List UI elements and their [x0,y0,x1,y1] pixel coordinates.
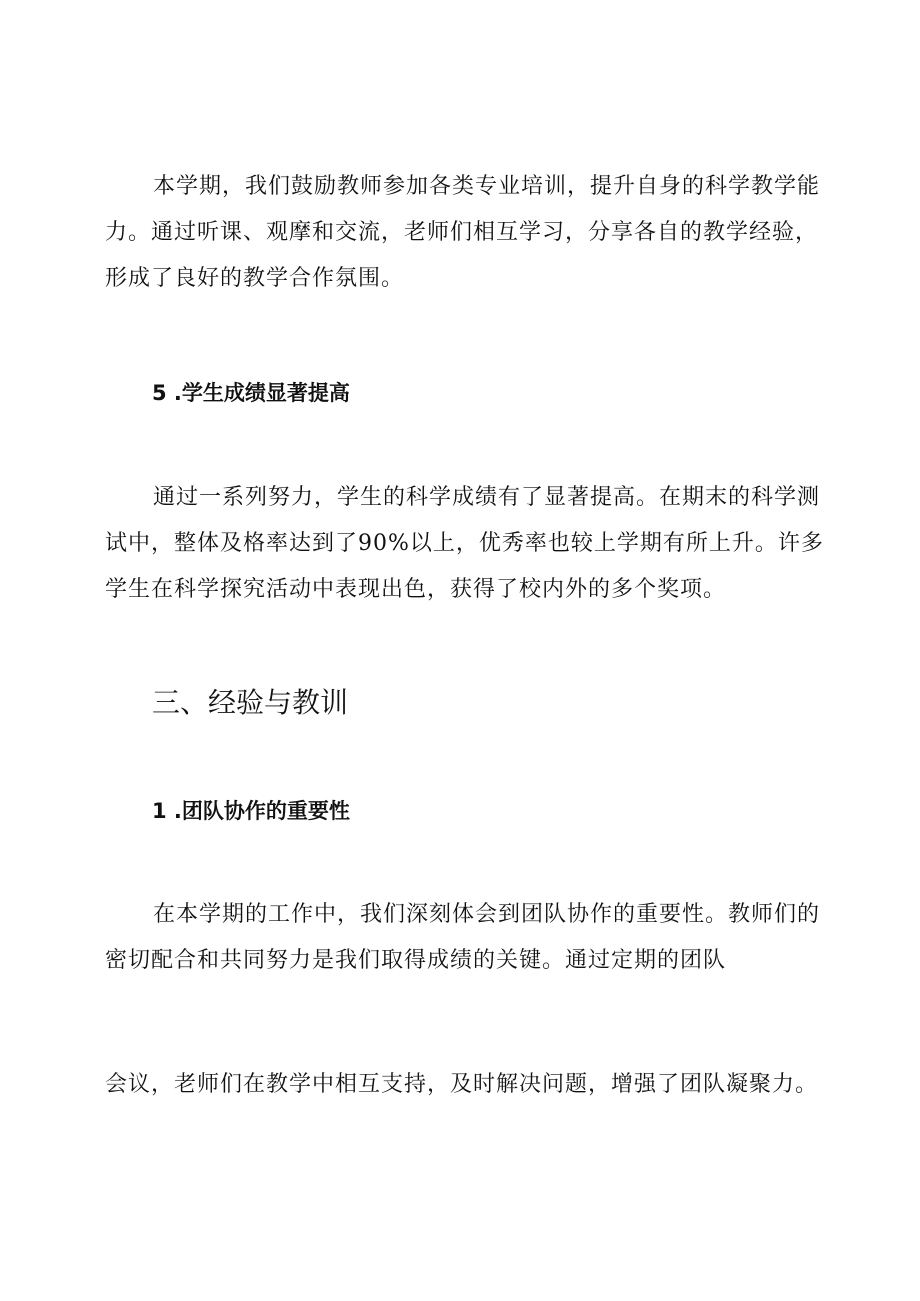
paragraph-line: 试中，整体及格率达到了90%以上，优秀率也较上学期有所上升。许多 [105,531,824,556]
subheading-teamwork: 1 .团队协作的重要性 [152,799,350,823]
paragraph-line: 学生在科学探究活动中表现出色，获得了校内外的多个奖项。 [105,577,727,602]
paragraph-teamwork [105,892,825,984]
paragraph-line: 形成了良好的教学合作氛围。 [105,266,405,291]
paragraph-line: 通过一系列努力，学生的科学成绩有了显著提高。在期末的科学测 [153,485,821,510]
paragraph-scores [105,475,825,613]
paragraph-line: 本学期，我们鼓励教师参加各类专业培训，提升自身的科学教学能 [153,174,821,199]
section-heading-lessons: 三、经验与教训 [152,686,349,719]
paragraph-line: 力。通过听课、观摩和交流，老师们相互学习，分享各自的教学经验， [105,220,819,245]
paragraph-line: 密切配合和共同努力是我们取得成绩的关键。通过定期的团队 [105,948,727,973]
paragraph-line: 在本学期的工作中，我们深刻体会到团队协作的重要性。教师们的 [153,902,821,927]
paragraph-line: 会议，老师们在教学中相互支持，及时解决问题，增强了团队凝聚力。 [105,1072,819,1097]
paragraph-meetings [105,1062,825,1108]
paragraph-training [105,164,825,302]
subheading-student-scores: 5 .学生成绩显著提高 [152,381,350,405]
